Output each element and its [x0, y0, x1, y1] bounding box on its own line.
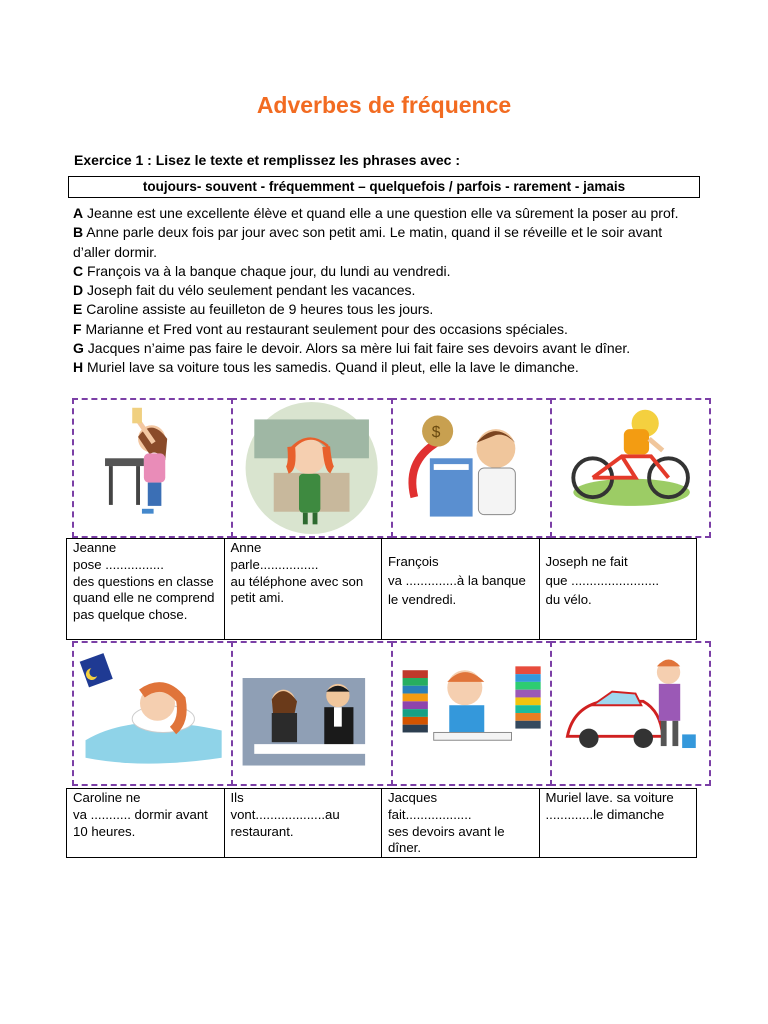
- fill-in-cell-francois: François va ..............à la banque le vendredi.: [382, 539, 540, 639]
- fill-in-cell-jacques: Jacques fait.................. ses devoirs avant le dîner.: [382, 789, 540, 857]
- fill-in-cell-muriel: Muriel lave. sa voiture .............le dimanche: [545, 790, 674, 822]
- sentence-f: F Marianne et Fred vont au restaurant seulement pour des occasions spéciales.: [73, 320, 568, 337]
- sentence-g: G Jacques n’aime pas faire le devoir. Alors sa mère lui fait faire ses devoirs avant le dîner.: [73, 340, 631, 357]
- fill-in-row-2: [66, 788, 697, 858]
- fill-in-cell-joseph: Joseph ne fait que ........................ du vélo.: [545, 554, 660, 607]
- exercise-instruction: Exercice 1 : Lisez le texte et remplissez les phrases avec :: [74, 152, 460, 168]
- fill-in-cell-anne: Anne parle................ au téléphone avec son petit ami.: [225, 539, 383, 639]
- sentence-a: A Jeanne est une excellente élève et quand elle a une question elle va sûrement la poser au prof.: [73, 205, 679, 221]
- restaurant-couple-image: [231, 641, 392, 786]
- fill-in-row-1: [66, 538, 697, 640]
- fill-in-cell-ils: Ils vont...................au restaurant.: [225, 789, 383, 857]
- girl-at-desk-image: [72, 398, 233, 538]
- fill-in-cell-caroline: Caroline ne va ........... dormir avant 10 heures.: [67, 789, 225, 857]
- sentence-d: D Joseph fait du vélo seulement pendant les vacances.: [73, 282, 416, 299]
- woman-washing-car-image: [550, 641, 711, 786]
- svg-text:$: $: [431, 423, 440, 441]
- sentence-b: B Anne parle deux fois par jour avec son petit ami. Le matin, quand il se réveille et le soir avant d’aller dormir.: [73, 224, 663, 260]
- page-title: Adverbes de fréquence: [256, 92, 512, 118]
- woman-on-phone-image: [231, 398, 392, 538]
- image-row-1: [72, 398, 709, 538]
- word-bank-box: toujours- souvent - fréquemment – quelquefois / parfois - rarement - jamais: [68, 176, 700, 198]
- sentence-e: E Caroline assiste au feuilleton de 9 heures tous les jours.: [73, 301, 434, 318]
- image-row-2: [72, 641, 709, 786]
- boy-with-books-image: [391, 641, 552, 786]
- fill-in-cell-jeanne: Jeanne pose ................ des questions en classe quand elle ne comprend pas quelque chose.: [67, 539, 225, 639]
- cyclist-image: [550, 398, 711, 538]
- sentence-h: H Muriel lave sa voiture tous les samedis. Quand il pleut, elle la lave le dimanche.: [73, 359, 579, 376]
- man-with-money-bank-image: [391, 398, 552, 538]
- sleeping-girl-image: [72, 641, 233, 786]
- sentence-c: C François va à la banque chaque jour, du lundi au vendredi.: [73, 262, 451, 279]
- sentence-list: [73, 204, 703, 378]
